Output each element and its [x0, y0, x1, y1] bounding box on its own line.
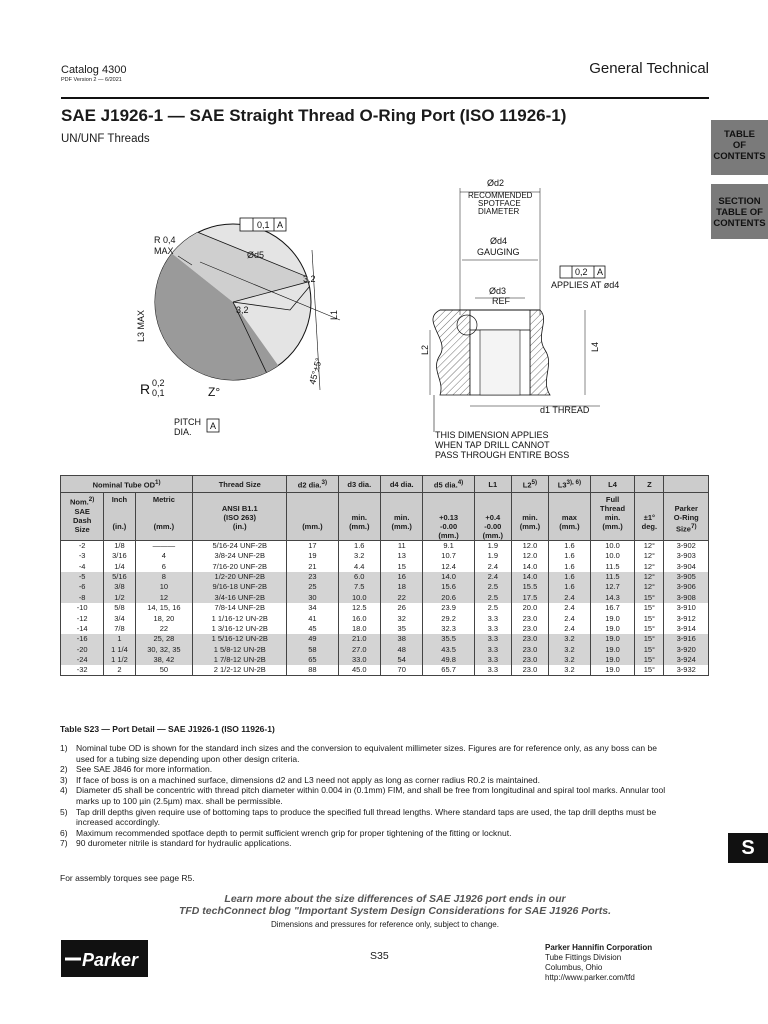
table-cell: 12.5	[338, 603, 380, 613]
port-drawing	[136, 170, 620, 470]
table-cell: 23.0	[511, 634, 548, 644]
table-cell: 38	[381, 634, 423, 644]
table-cell: 10.0	[338, 593, 380, 603]
table-cell: 3/8-24 UNF-2B	[193, 551, 287, 561]
table-cell: 1 5/8-12 UN-2B	[193, 645, 287, 655]
table-cell: 15°	[635, 624, 664, 634]
tab-line: CONTENTS	[713, 151, 766, 162]
table-cell: 23.0	[511, 645, 548, 655]
table-cell: 49	[287, 634, 338, 644]
table-cell: 26	[381, 603, 423, 613]
table-cell: 3.3	[474, 624, 511, 634]
company-address	[545, 943, 652, 983]
section-view	[430, 188, 585, 395]
col-group-l4: L4	[590, 476, 634, 493]
table-cell: -8	[61, 593, 104, 603]
col-group-nominal: Nominal Tube OD$^{1)}$	[61, 476, 193, 493]
label-l4: L4	[590, 341, 600, 352]
table-cell: 7.5	[338, 582, 380, 592]
table-cell: 7/8-14 UNF-2B	[193, 603, 287, 613]
tab-line: TABLE	[724, 129, 755, 140]
table-cell: 45	[287, 624, 338, 634]
label-tol02: 0,2	[575, 267, 588, 277]
table-cell: 1.6	[338, 541, 380, 552]
table-cell: 4.4	[338, 561, 380, 571]
tab-line: CONTENTS	[713, 218, 766, 229]
table-cell: 70	[381, 665, 423, 676]
footnote: 2) See SAE J846 for more information.	[60, 764, 213, 775]
table-row	[61, 603, 709, 613]
table-cell: 16.0	[338, 613, 380, 623]
section-table-of-contents-tab[interactable]	[711, 184, 768, 239]
col-l1: +0.4 -0.00 (mm.)	[474, 493, 511, 541]
table-cell: 7/16-20 UNF-2B	[193, 561, 287, 571]
table-cell: -2	[61, 541, 104, 552]
table-cell: 88	[287, 665, 338, 676]
table-cell: 14.0	[511, 561, 548, 571]
assembly-note: For assembly torques see page R5.	[60, 873, 195, 883]
catalog-label: Catalog 4300	[61, 64, 127, 76]
col-l2: min. (mm.)	[511, 493, 548, 541]
col-group-d2: d2 dia.$^{3)}$	[287, 476, 338, 493]
table-cell: 20.0	[511, 603, 548, 613]
table-cell: 20.6	[423, 593, 474, 603]
label-datum-a: A	[277, 220, 284, 230]
table-row	[61, 613, 709, 623]
table-cell: 1/4	[104, 561, 135, 571]
table-cell: -10	[61, 603, 104, 613]
pdf-version: PDF Version 2 — 6/2021	[61, 77, 122, 83]
table-cell: 3-920	[664, 645, 709, 655]
table-cell: 17	[287, 541, 338, 552]
label-pitch-a: A	[210, 421, 217, 431]
table-row	[61, 624, 709, 634]
section-letter-tab[interactable]: S	[728, 833, 768, 863]
table-row	[61, 645, 709, 655]
table-cell: 19.0	[590, 634, 634, 644]
table-cell: 48	[381, 645, 423, 655]
label-tol01: 0,1	[257, 220, 270, 230]
table-cell: 19.0	[590, 624, 634, 634]
table-cell: 17.5	[511, 593, 548, 603]
table-cell: -12	[61, 613, 104, 623]
parker-logo	[61, 940, 148, 977]
table-cell: 45.0	[338, 665, 380, 676]
table-cell: 11.5	[590, 572, 634, 582]
col-group-z: Z	[635, 476, 664, 493]
table-cell: 22	[135, 624, 193, 634]
footnote: 5) Tap drill depths given require use of bottoming taps to produce the specified full thread lengths. Where standard taps are used, the tap drill depths must be increased accordingly.	[60, 806, 657, 828]
table-cell: 1 1/4	[104, 645, 135, 655]
table-cell: 15°	[635, 665, 664, 676]
tab-line: OF	[732, 140, 747, 151]
table-cell: 30	[287, 593, 338, 603]
page-title: SAE J1926-1 — SAE Straight Thread O-Ring Port (ISO 11926-1)	[61, 106, 567, 125]
label-l2: L2	[420, 344, 430, 355]
table-cell: 11.5	[590, 561, 634, 571]
table-cell: 5/16-24 UNF-2B	[193, 541, 287, 552]
table-cell: 1	[104, 634, 135, 644]
section-header: General Technical	[589, 60, 709, 77]
website-link[interactable]: http://www.parker.com/tfd	[545, 973, 635, 982]
label-spotface: SPOTFACE	[478, 199, 521, 208]
disclaimer: Dimensions and pressures for reference only, subject to change.	[271, 920, 499, 929]
col-l4: Full Thread min. (mm.)	[590, 493, 634, 541]
table-cell: 3/16	[104, 551, 135, 561]
table-cell: 15.6	[423, 582, 474, 592]
table-cell: 19.0	[590, 645, 634, 655]
label-diameter: DIAMETER	[478, 207, 520, 216]
table-cell: 1 5/16-12 UN-2B	[193, 634, 287, 644]
table-cell: 1 7/8-12 UN-2B	[193, 655, 287, 665]
table-cell: 1.6	[549, 541, 591, 552]
table-row	[61, 551, 709, 561]
table-cell: 1/2	[104, 593, 135, 603]
label-d4: Ød4	[490, 236, 508, 246]
table-cell: 16.7	[590, 603, 634, 613]
table-cell: 6.0	[338, 572, 380, 582]
table-cell: 15°	[635, 634, 664, 644]
table-cell: 2.4	[549, 603, 591, 613]
col-l3: max (mm.)	[549, 493, 591, 541]
table-cell: 25, 28	[135, 634, 193, 644]
label-angle: 45°±5°	[307, 356, 324, 386]
col-group-thread: Thread Size	[193, 476, 287, 493]
col-d4: min. (mm.)	[381, 493, 423, 541]
table-cell: 18	[381, 582, 423, 592]
table-cell: 11	[381, 541, 423, 552]
table-cell: 35	[381, 624, 423, 634]
table-cell: 27.0	[338, 645, 380, 655]
table-cell: -5	[61, 572, 104, 582]
table-cell: 1/8	[104, 541, 135, 552]
table-cell: 1.9	[474, 551, 511, 561]
table-row	[61, 655, 709, 665]
label-d1-thread: d1 THREAD	[540, 405, 590, 415]
label-pitch: PITCH	[174, 417, 201, 427]
label-d5: Ød5	[247, 250, 265, 260]
table-row	[61, 541, 709, 552]
label-max: MAX	[154, 246, 174, 256]
table-cell: 12°	[635, 561, 664, 571]
table-cell: 25	[287, 582, 338, 592]
table-cell: 6	[135, 561, 193, 571]
table-cell: -24	[61, 655, 104, 665]
table-cell: 3-932	[664, 665, 709, 676]
label-r01: 0,1	[152, 388, 165, 398]
promo-line: TFD techConnect blog "Important System Design Considerations for SAE J1926 Ports.	[178, 905, 612, 917]
table-cell: 2.5	[474, 582, 511, 592]
label-note-3: PASS THROUGH ENTIRE BOSS	[435, 450, 570, 460]
table-cell: 2.4	[549, 613, 591, 623]
table-cell: -4	[61, 561, 104, 571]
table-cell: 19.0	[590, 655, 634, 665]
table-cell: 3-902	[664, 541, 709, 552]
table-cell: 3.2	[338, 551, 380, 561]
table-cell: 12.0	[511, 541, 548, 552]
table-cell: -20	[61, 645, 104, 655]
table-cell: 3-924	[664, 655, 709, 665]
table-cell: 19.0	[590, 665, 634, 676]
col-oring: Parker O-Ring Size$^{7)}$	[664, 493, 709, 541]
col-group-d4: d4 dia.	[381, 476, 423, 493]
col-group-l1: L1	[474, 476, 511, 493]
table-cell: 2.4	[549, 624, 591, 634]
col-d3: min. (mm.)	[338, 493, 380, 541]
table-cell: 3.3	[474, 665, 511, 676]
table-cell: -32	[61, 665, 104, 676]
table-cell: 65	[287, 655, 338, 665]
table-cell: -6	[61, 582, 104, 592]
table-cell: 23	[287, 572, 338, 582]
label-note-1: THIS DIMENSION APPLIES	[435, 430, 549, 440]
table-cell: 15°	[635, 645, 664, 655]
table-cell: 1.6	[549, 551, 591, 561]
col-d2: (mm.)	[287, 493, 338, 541]
table-cell: 29.2	[423, 613, 474, 623]
table-cell: 23.0	[511, 655, 548, 665]
table-cell: 10	[135, 582, 193, 592]
table-cell: 2.5	[474, 603, 511, 613]
table-cell: 15°	[635, 655, 664, 665]
table-cell: 3.2	[549, 634, 591, 644]
table-cell: 1.6	[549, 582, 591, 592]
table-cell: 1.9	[474, 541, 511, 552]
table-cell: 15°	[635, 593, 664, 603]
table-cell: 2.5	[474, 593, 511, 603]
table-cell: 32	[381, 613, 423, 623]
table-cell: 8	[135, 572, 193, 582]
table-cell: 23.0	[511, 613, 548, 623]
col-group-d5: d5 dia.$^{4)}$	[423, 476, 474, 493]
table-cell: 10.0	[590, 551, 634, 561]
table-cell: 3.3	[474, 613, 511, 623]
label-applies: APPLIES AT ød4	[551, 280, 620, 290]
label-r04: R 0,4	[154, 235, 176, 245]
label-l3max: L3 MAX	[136, 309, 146, 342]
footnotes	[60, 743, 670, 849]
table-cell: 3.2	[549, 665, 591, 676]
table-cell: 3-910	[664, 603, 709, 613]
table-cell: 9/16-18 UNF-2B	[193, 582, 287, 592]
table-cell: 10.0	[590, 541, 634, 552]
table-cell: 33.0	[338, 655, 380, 665]
table-cell: 2.4	[474, 572, 511, 582]
table-cell: 49.8	[423, 655, 474, 665]
table-cell: 12°	[635, 551, 664, 561]
logo-text: Parker	[82, 950, 139, 970]
table-cell: 54	[381, 655, 423, 665]
table-cell: 15.5	[511, 582, 548, 592]
table-caption: Table S23 — Port Detail — SAE J1926-1 (ISO 11926-1)	[60, 724, 275, 734]
table-cell: 21	[287, 561, 338, 571]
col-group-l2: L2$^{5)}$	[511, 476, 548, 493]
table-cell: 32.3	[423, 624, 474, 634]
col-d5: +0.13 -0.00 (mm.)	[423, 493, 474, 541]
footnote: 4) Diameter d5 shall be concentric with thread pitch diameter within 0.004 in (0.1mm) FIM, and shall be free from longitudinal and spiral tool marks. Annular tool marks up to 100 µin (2.5µm) max. shall be permissible.	[60, 785, 666, 806]
label-rough-32b: 3,2	[236, 305, 249, 315]
footnote: 7) 90 durometer nitrile is standard for hydraulic applications.	[60, 838, 292, 849]
footnote: 3) If face of boss is on a machined surface, dimensions d2 and L3 need not apply as long as corner radius R0.2 is maintained.	[60, 774, 540, 785]
table-cell: 3-904	[664, 561, 709, 571]
table-cell: 34	[287, 603, 338, 613]
table-cell: 3.3	[474, 634, 511, 644]
label-dia: DIA.	[174, 427, 192, 437]
table-cell: 12°	[635, 541, 664, 552]
table-cell: 41	[287, 613, 338, 623]
table-cell: 3-912	[664, 613, 709, 623]
table-cell: 3/4-16 UNF-2B	[193, 593, 287, 603]
table-cell: 22	[381, 593, 423, 603]
label-d2: Ød2	[487, 178, 505, 188]
tab-line: SECTION	[718, 196, 761, 207]
table-cell: 38, 42	[135, 655, 193, 665]
table-cell: -3	[61, 551, 104, 561]
port-detail-table	[60, 475, 709, 676]
table-cell: 18, 20	[135, 613, 193, 623]
table-cell: 3.3	[474, 655, 511, 665]
table-cell: 3.2	[549, 655, 591, 665]
table-cell: 3/8	[104, 582, 135, 592]
table-cell: 14.0	[511, 572, 548, 582]
table-cell: 23.9	[423, 603, 474, 613]
label-note-2: WHEN TAP DRILL CANNOT	[435, 440, 550, 450]
table-of-contents-tab[interactable]	[711, 120, 768, 175]
label-gauging: GAUGING	[477, 247, 520, 257]
table-cell: 30, 32, 35	[135, 645, 193, 655]
table-cell: 2.4	[474, 561, 511, 571]
table-cell: 3.3	[474, 645, 511, 655]
table-body	[61, 541, 709, 676]
label-l1: L1	[329, 309, 339, 320]
col-metric: Metric (mm.)	[135, 493, 193, 541]
table-cell: 16	[381, 572, 423, 582]
table-cell: 23.0	[511, 665, 548, 676]
table-cell: 5/8	[104, 603, 135, 613]
table-cell: 1.6	[549, 572, 591, 582]
col-group-d3: d3 dia.	[338, 476, 380, 493]
table-cell: 2	[104, 665, 135, 676]
table-row	[61, 572, 709, 582]
page-subtitle: UN/UNF Threads	[61, 133, 150, 145]
table-cell: 15	[381, 561, 423, 571]
table-cell: ———	[135, 541, 193, 552]
table-cell: 3-908	[664, 593, 709, 603]
label-rough-32a: 3,2	[303, 274, 316, 284]
table-cell: -14	[61, 624, 104, 634]
label-r02: 0,2	[152, 378, 165, 388]
table-cell: 14.0	[423, 572, 474, 582]
col-group-parker	[664, 476, 709, 493]
label-datum-a-right: A	[597, 267, 604, 277]
city: Columbus, Ohio	[545, 963, 603, 972]
table-row	[61, 634, 709, 644]
label-d3: Ød3	[489, 286, 507, 296]
table-row	[61, 582, 709, 592]
table-cell: 3-905	[664, 572, 709, 582]
table-cell: 9.1	[423, 541, 474, 552]
table-cell: 2 1/2-12 UN-2B	[193, 665, 287, 676]
table-cell: 19.0	[590, 613, 634, 623]
table-cell: -16	[61, 634, 104, 644]
table-cell: 65.7	[423, 665, 474, 676]
table-cell: 43.5	[423, 645, 474, 655]
table-cell: 1 1/2	[104, 655, 135, 665]
table-cell: 1 3/16-12 UN-2B	[193, 624, 287, 634]
label-recommended: RECOMMENDED	[468, 191, 533, 200]
table-cell: 1/2-20 UNF-2B	[193, 572, 287, 582]
table-cell: 3-916	[664, 634, 709, 644]
footnote: 6) Maximum recommended spotface depth to permit sufficient wrench grip for proper tightening of the fitting or locknut.	[60, 827, 512, 838]
table-row	[61, 593, 709, 603]
table-cell: 5/16	[104, 572, 135, 582]
header-rule	[61, 97, 709, 99]
promo-line: Learn more about the size differences of SAE J1926 port ends in our	[224, 893, 566, 905]
tab-line: TABLE OF	[716, 207, 763, 218]
table-cell: 12.7	[590, 582, 634, 592]
label-z: Z°	[208, 385, 221, 399]
table-cell: 35.5	[423, 634, 474, 644]
table-cell: 15°	[635, 613, 664, 623]
table-cell: 3-914	[664, 624, 709, 634]
col-z: ±1° deg.	[635, 493, 664, 541]
table-cell: 23.0	[511, 624, 548, 634]
table-cell: 58	[287, 645, 338, 655]
table-cell: 13	[381, 551, 423, 561]
col-inch: Inch (in.)	[104, 493, 135, 541]
table-cell: 15°	[635, 603, 664, 613]
table-cell: 3/4	[104, 613, 135, 623]
table-cell: 4	[135, 551, 193, 561]
label-ref: REF	[492, 296, 510, 306]
col-dash-size: Nom.$^{2)}$ SAE Dash Size	[61, 493, 104, 541]
footnote: 1) Nominal tube OD is shown for the standard inch sizes and the conversion to equivalent millimeter sizes. Figures are for reference only, as any boss can be used for a tubing size depending upon other design criteria.	[60, 743, 657, 764]
label-r: R	[140, 381, 151, 397]
table-cell: 12.0	[511, 551, 548, 561]
table-cell: 19	[287, 551, 338, 561]
col-group-l3: $L3^{3), 6)}$	[549, 476, 591, 493]
table-cell: 12°	[635, 572, 664, 582]
table-cell: 12°	[635, 582, 664, 592]
table-cell: 1 1/16-12 UN-2B	[193, 613, 287, 623]
table-cell: 12	[135, 593, 193, 603]
table-cell: 50	[135, 665, 193, 676]
page-number: S35	[370, 950, 389, 962]
table-cell: 3-903	[664, 551, 709, 561]
table-row	[61, 561, 709, 571]
table-row	[61, 665, 709, 676]
division: Tube Fittings Division	[545, 953, 622, 962]
table-cell: 14.3	[590, 593, 634, 603]
table-cell: 21.0	[338, 634, 380, 644]
table-cell: 3.2	[549, 645, 591, 655]
blog-promo-link[interactable]	[100, 893, 690, 917]
table-cell: 14, 15, 16	[135, 603, 193, 613]
table-cell: 3-906	[664, 582, 709, 592]
col-thread: ANSI B1.1 (ISO 263) (in.)	[193, 493, 287, 541]
table-cell: 2.4	[549, 593, 591, 603]
table-cell: 18.0	[338, 624, 380, 634]
table-cell: 7/8	[104, 624, 135, 634]
company-name: Parker Hannifin Corporation	[545, 943, 653, 952]
table-cell: 12.4	[423, 561, 474, 571]
table-cell: 10.7	[423, 551, 474, 561]
table-cell: 1.6	[549, 561, 591, 571]
